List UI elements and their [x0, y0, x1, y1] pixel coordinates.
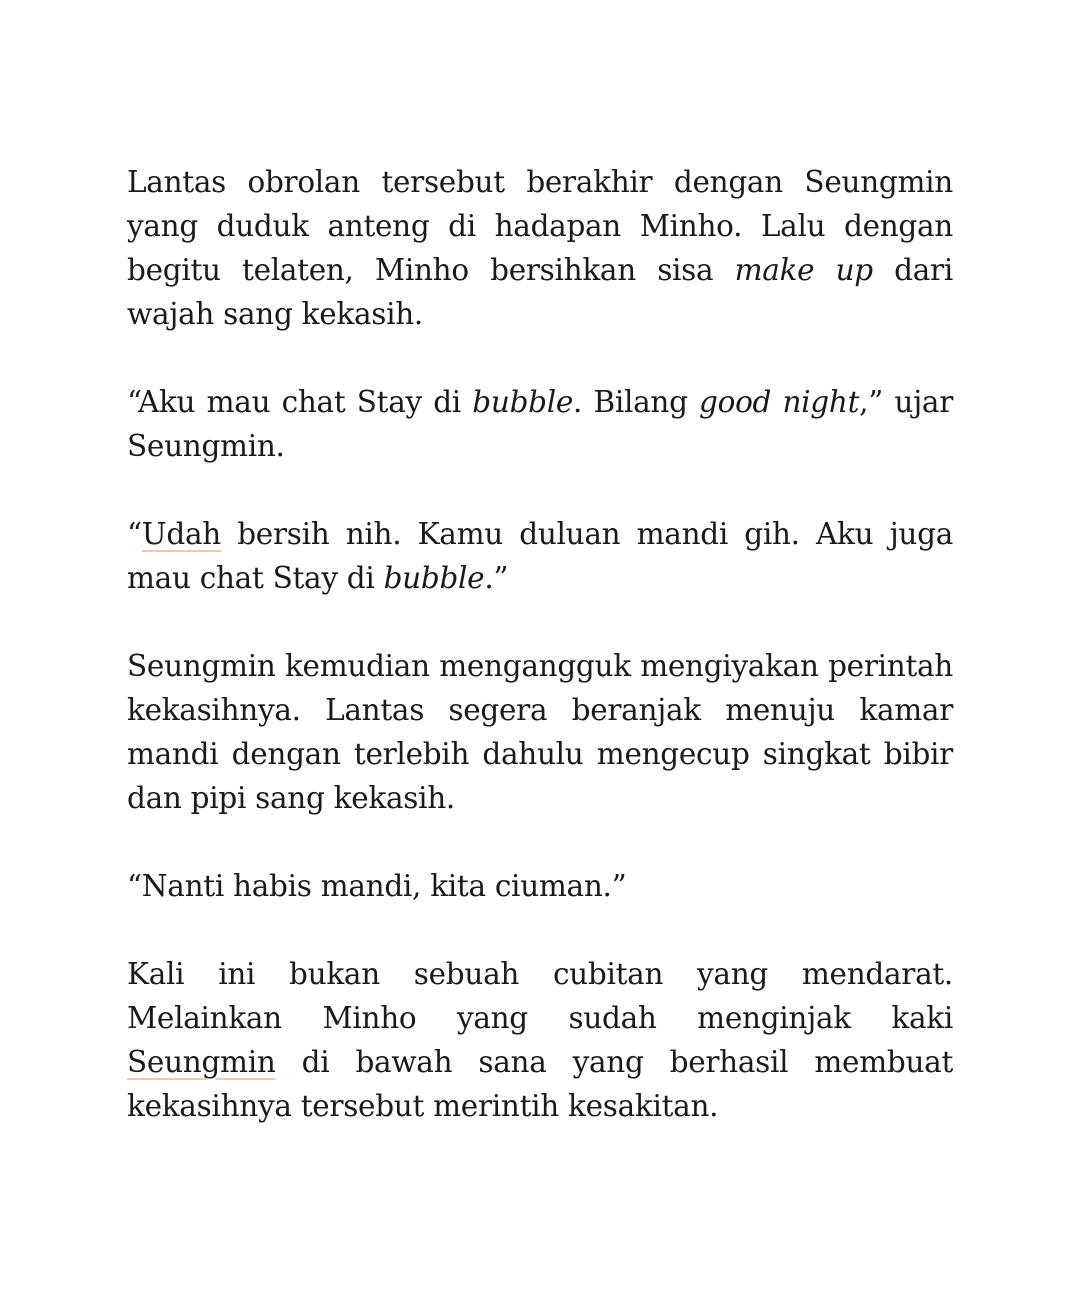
- italic-phrase: bubble: [383, 561, 485, 595]
- text-segment: Lantas obrolan tersebut berakhir dengan Seungmin yang duduk anteng di hadapan Minho. Lalu dengan begitu telaten, Minho bersihkan sisa: [127, 165, 953, 287]
- text-segment: dari wajah sang kekasih.: [127, 253, 953, 331]
- story-text: [127, 160, 953, 1128]
- paragraph-1: [127, 160, 953, 336]
- paragraph-5: [127, 864, 953, 908]
- paragraph-4: [127, 644, 953, 820]
- text-segment: Seungmin kemudian mengangguk mengiyakan perintah kekasihnya. Lantas segera beranjak menuju kamar mandi dengan terlebih dahulu mengecup singkat bibir dan pipi sang kekasih.: [127, 649, 953, 815]
- text-segment: “Nanti habis mandi, kita ciuman.”: [127, 869, 627, 903]
- italic-phrase: good night: [699, 385, 860, 419]
- underlined-word: Seungmin: [127, 1045, 276, 1079]
- text-segment: . Bilang: [573, 385, 700, 419]
- text-segment: bersih nih. Kamu duluan mandi gih. Aku juga mau chat Stay di: [127, 517, 953, 595]
- paragraph-3: [127, 512, 953, 600]
- paragraph-6: [127, 952, 953, 1128]
- text-segment: “: [127, 517, 142, 551]
- text-segment: ,” ujar Seungmin.: [127, 385, 954, 463]
- text-segment: di bawah sana yang berhasil membuat kekasihnya tersebut merintih kesakitan.: [127, 1045, 953, 1123]
- italic-phrase: bubble: [472, 385, 574, 419]
- text-segment: .”: [484, 561, 509, 595]
- text-segment: “Aku mau chat Stay di: [127, 385, 473, 419]
- underlined-word: Udah: [141, 517, 221, 551]
- paragraph-2: [127, 380, 953, 468]
- italic-phrase: make up: [734, 253, 873, 287]
- text-segment: Kali ini bukan sebuah cubitan yang mendarat. Melainkan Minho yang sudah menginjak kaki: [127, 957, 953, 1035]
